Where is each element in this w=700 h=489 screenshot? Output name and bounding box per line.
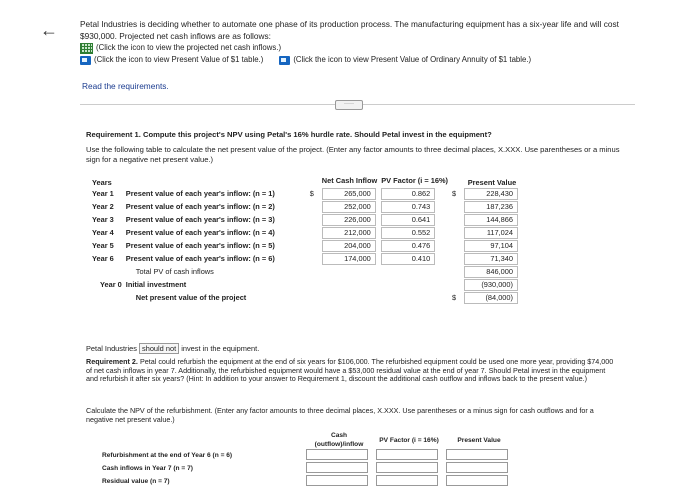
table-row-initial xyxy=(90,278,522,291)
requirement1-instructions: Use the following table to calculate the net present value of the project. (Enter any factor amounts to three decimal places, X.XXX. Use parentheses or a minus sign for a negative net present value.) xyxy=(86,145,620,164)
total-pv-label: Total PV of cash inflows xyxy=(135,267,214,276)
present-value-input[interactable]: 117,024 xyxy=(464,227,518,239)
pv-factor-input[interactable]: 0.552 xyxy=(381,227,435,239)
pv-factor-input[interactable]: 0.410 xyxy=(381,253,435,265)
refurbishment-table xyxy=(100,431,514,488)
cash-inflows-link[interactable] xyxy=(80,42,680,54)
pv-factor-input[interactable]: 0.641 xyxy=(381,214,435,226)
present-value-input[interactable]: 187,236 xyxy=(464,201,518,213)
table-row xyxy=(90,239,522,252)
pv-factor-input[interactable]: 0.862 xyxy=(381,188,435,200)
factor-input[interactable] xyxy=(376,449,438,460)
row-year: Year 2 xyxy=(92,202,114,211)
refurb-row-label: Residual value (n = 7) xyxy=(102,478,170,485)
net-cash-input[interactable]: 174,000 xyxy=(322,253,376,265)
cash-input[interactable] xyxy=(306,462,368,473)
document-icon[interactable] xyxy=(279,56,290,65)
row-label: Present value of each year's inflow: (n = 5) xyxy=(125,241,275,250)
initial-investment-input[interactable]: (930,000) xyxy=(464,279,518,291)
present-value-input[interactable]: 97,104 xyxy=(464,240,518,252)
npv-table xyxy=(90,174,522,304)
col-net-cash-header: Net Cash Inflow xyxy=(321,176,378,185)
cash-currency-symbol xyxy=(308,213,320,226)
pv-links-row xyxy=(80,54,680,66)
cash-currency-symbol xyxy=(308,252,320,265)
col-cash-header: Cash (outflow)/inflow xyxy=(314,432,364,448)
col-pv-factor-header: PV Factor (i = 16%) xyxy=(381,176,448,185)
table-row-npv xyxy=(90,291,522,304)
factor-input[interactable] xyxy=(376,475,438,486)
row-year: Year 4 xyxy=(92,228,114,237)
table-row xyxy=(90,226,522,239)
npv-input[interactable]: (84,000) xyxy=(464,292,518,304)
pv-annuity-link-text[interactable]: (Click the icon to view Present Value of Ordinary Annuity of $1 table.) xyxy=(293,55,532,64)
row-year: Year 6 xyxy=(92,254,114,263)
npv-label: Net present value of the project xyxy=(135,293,247,302)
requirement2-text: Petal could refurbish the equipment at the end of six years for $106,000. The refurbished equipment could be used one more year, providing $74,000 of net cash inflows in year 7. Additionally, the refurbished equipment would have a $53,000 residual value at the end of year 7. Should Petal invest in the equipment and refurbish it after six years? (Hint: In addition to your answer to Requirement 1, discount the additional cash outflow and inflows back to the present value.) xyxy=(86,357,614,384)
present-value-input[interactable]: 228,430 xyxy=(464,188,518,200)
problem-intro xyxy=(80,18,680,66)
cash-currency-symbol xyxy=(308,226,320,239)
factor-input[interactable] xyxy=(376,462,438,473)
requirement2-instructions: Calculate the NPV of the refurbishment. (Enter any factor amounts to three decimal places, X.XXX. Use parentheses or a minus sign for cash outflows and for a negative net present value.) xyxy=(86,406,594,424)
cash-currency-symbol: $ xyxy=(309,189,314,198)
table-row xyxy=(90,213,522,226)
document-icon[interactable] xyxy=(80,56,91,65)
table-row-total xyxy=(90,265,522,278)
cash-currency-symbol xyxy=(308,239,320,252)
cash-inflows-link-text[interactable]: (Click the icon to view the projected net cash inflows.) xyxy=(96,43,282,52)
pv-input[interactable] xyxy=(446,449,508,460)
initial-investment-label: Initial investment xyxy=(125,280,187,289)
present-value-input[interactable]: 71,340 xyxy=(464,253,518,265)
row-label: Present value of each year's inflow: (n = 4) xyxy=(125,228,275,237)
expand-collapse-button[interactable]: ····· xyxy=(335,100,363,110)
row-year0: Year 0 xyxy=(100,280,122,289)
decision-sentence xyxy=(86,344,259,353)
row-year: Year 5 xyxy=(92,241,114,250)
pv1-link-text[interactable]: (Click the icon to view Present Value of $1 table.) xyxy=(94,55,264,64)
table-row xyxy=(100,462,514,475)
requirement2 xyxy=(86,358,614,384)
table-row xyxy=(100,475,514,488)
table-row xyxy=(90,200,522,213)
total-pv-input[interactable]: 846,000 xyxy=(464,266,518,278)
npv-currency-symbol: $ xyxy=(451,293,457,302)
cash-currency-symbol xyxy=(308,200,320,213)
pv-input[interactable] xyxy=(446,475,508,486)
cash-input[interactable] xyxy=(306,475,368,486)
requirement1 xyxy=(86,130,626,165)
back-arrow-icon[interactable]: ← xyxy=(40,20,58,40)
intro-line1: Petal Industries is deciding whether to automate one phase of its production process. The manufacturing equipment has a six-year life and will cost xyxy=(80,19,619,29)
row-label: Present value of each year's inflow: (n = 1) xyxy=(125,189,275,198)
col-pv-header: Present Value xyxy=(457,436,501,444)
read-requirements-link[interactable]: Read the requirements. xyxy=(82,81,169,91)
net-cash-input[interactable]: 212,000 xyxy=(322,227,376,239)
requirement1-heading: Requirement 1. Compute this project's NPV using Petal's 16% hurdle rate. Should Petal invest in the equipment? xyxy=(86,130,492,139)
net-cash-input[interactable]: 265,000 xyxy=(322,188,376,200)
pv-factor-input[interactable]: 0.743 xyxy=(381,201,435,213)
pv-factor-input[interactable]: 0.476 xyxy=(381,240,435,252)
net-cash-input[interactable]: 226,000 xyxy=(322,214,376,226)
pv-input[interactable] xyxy=(446,462,508,473)
requirement2-heading: Requirement 2. xyxy=(86,357,138,366)
row-label: Present value of each year's inflow: (n = 3) xyxy=(125,215,275,224)
table-row xyxy=(90,252,522,265)
pv-currency-symbol: $ xyxy=(451,189,457,198)
row-year: Year 3 xyxy=(92,215,114,224)
decision-dropdown[interactable]: should not xyxy=(139,343,179,354)
net-cash-input[interactable]: 204,000 xyxy=(322,240,376,252)
row-label: Present value of each year's inflow: (n = 6) xyxy=(125,254,275,263)
refurb-row-label: Refurbishment at the end of Year 6 (n = 6) xyxy=(102,452,233,459)
table-grid-icon[interactable] xyxy=(80,43,93,54)
decision-prefix: Petal Industries xyxy=(86,344,137,353)
col-factor-header: PV Factor (i = 16%) xyxy=(379,436,439,444)
pv-currency-symbol xyxy=(450,252,462,265)
col-present-value-header: Present Value xyxy=(467,178,517,187)
decision-suffix: invest in the equipment. xyxy=(181,344,260,353)
net-cash-input[interactable]: 252,000 xyxy=(322,201,376,213)
col-years-header: Years xyxy=(92,178,112,187)
pv-currency-symbol xyxy=(450,226,462,239)
pv-currency-symbol xyxy=(450,239,462,252)
table-row xyxy=(100,449,514,462)
table-row xyxy=(90,187,522,200)
present-value-input[interactable]: 144,866 xyxy=(464,214,518,226)
pv-currency-symbol xyxy=(450,200,462,213)
refurb-row-label: Cash inflows in Year 7 (n = 7) xyxy=(102,465,193,472)
intro-line2: $930,000. Projected net cash inflows are as follows: xyxy=(80,31,271,41)
cash-input[interactable] xyxy=(306,449,368,460)
row-label: Present value of each year's inflow: (n = 2) xyxy=(125,202,275,211)
pv-currency-symbol xyxy=(450,213,462,226)
row-year: Year 1 xyxy=(92,189,114,198)
